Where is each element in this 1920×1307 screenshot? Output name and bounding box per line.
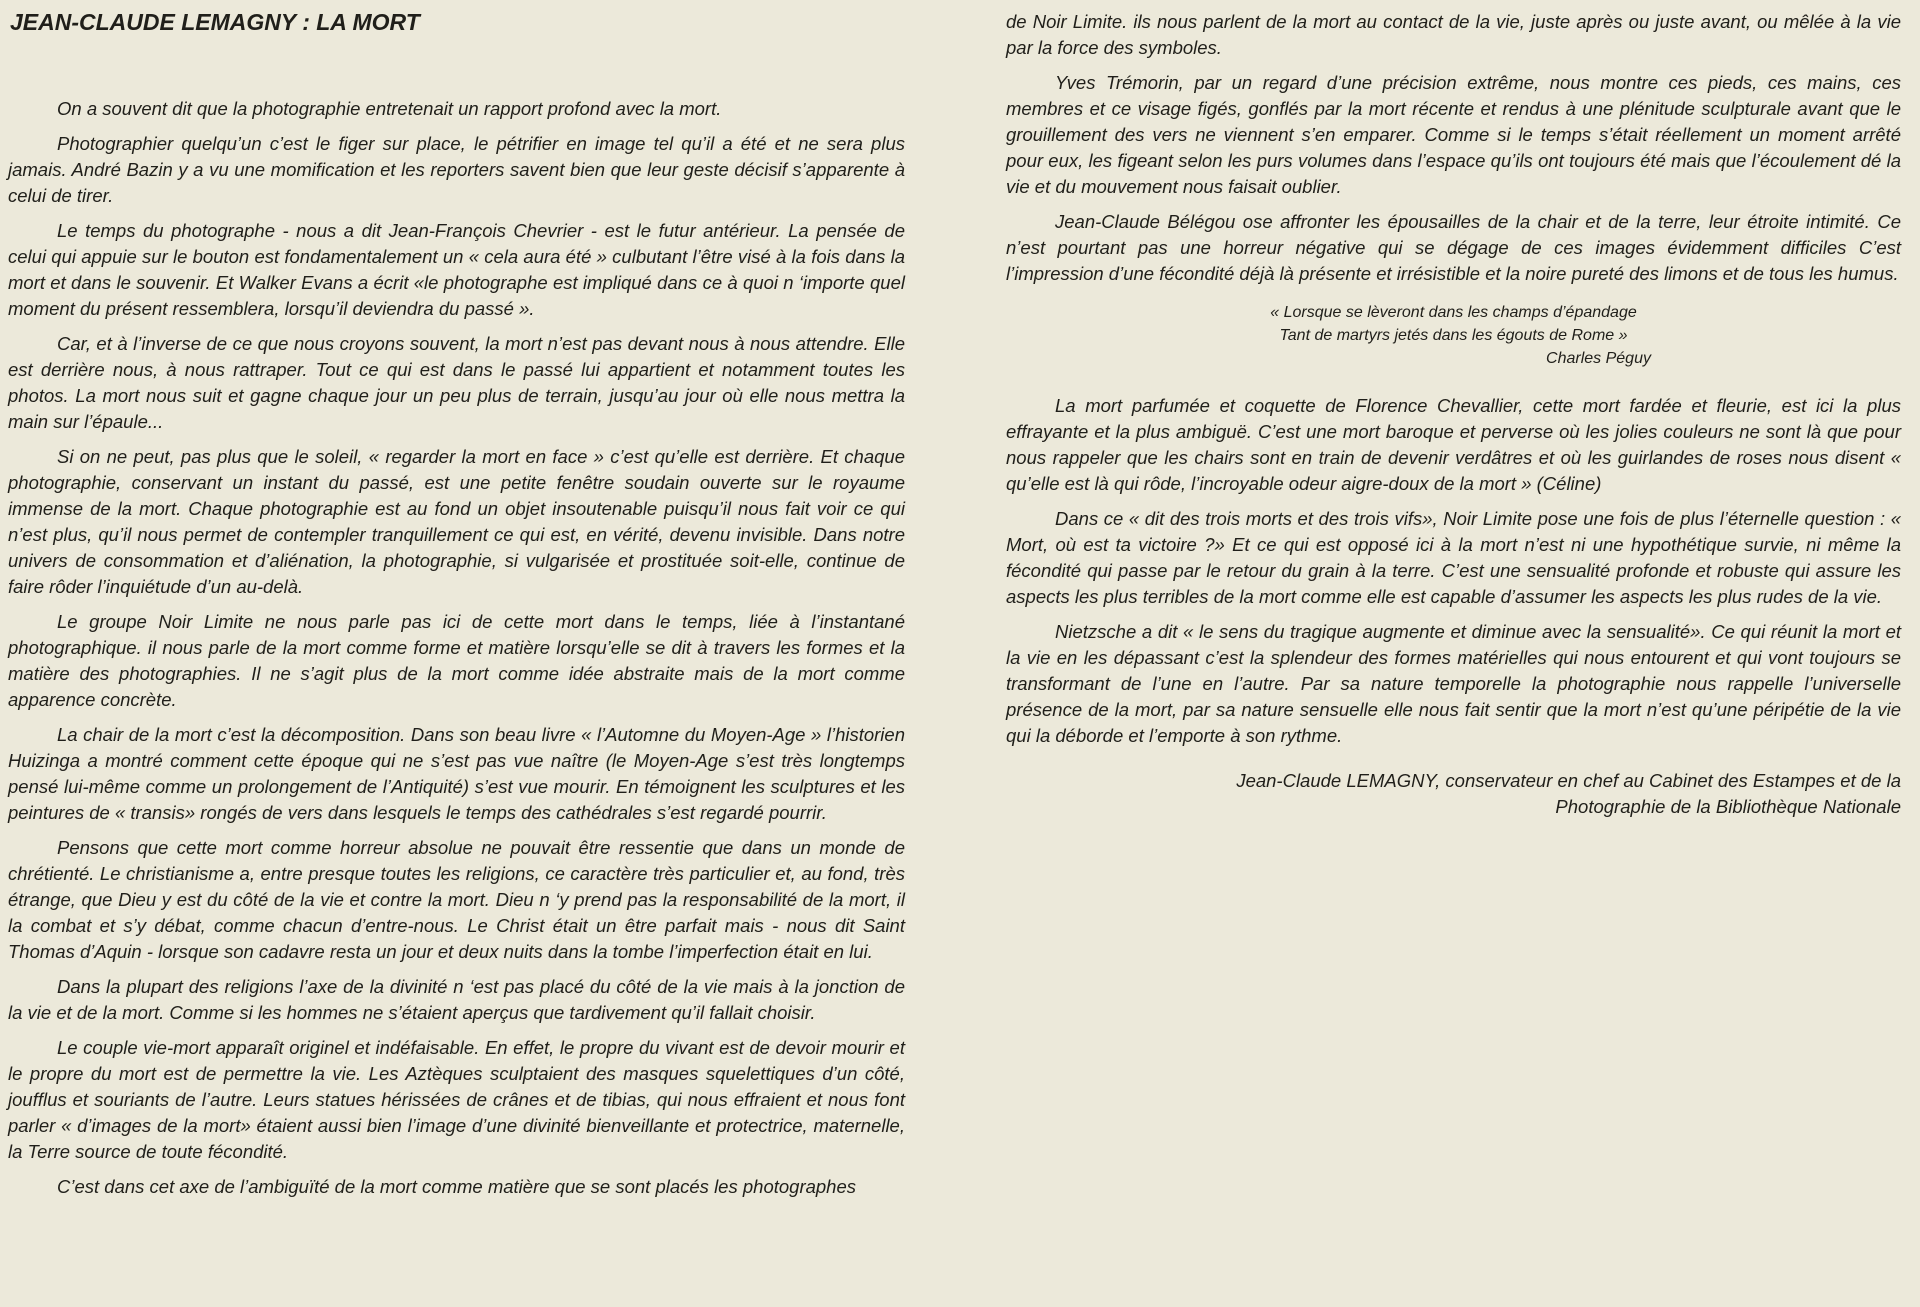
quote-line-2: Tant de martyrs jetés dans les égouts de Rome » bbox=[1279, 327, 1628, 344]
quote-line-1: « Lorsque se lèveront dans les champs d’épandage bbox=[1270, 304, 1637, 321]
paragraph-yves-tremorin: Yves Trémorin, par un regard d’une précision extrême, nous montre ces pieds, ces mains, ces membres et ce visage figés, gonflés par la mort récente et rendus à une plénitude sculpturale avant que le grouillement des vers ne viennent s’en emparer. Comme si le temps s’était réellement un moment arrêté pour eux, les figeant selon les purs volumes dans l’espace qu’ils ont toujours été mais que l’écoulement dé la vie et du mouvement nous faisait oublier. bbox=[1006, 72, 1901, 197]
paragraph-nietzsche-a-dit: Nietzsche a dit « le sens du tragique augmente et diminue avec la sensualité». Ce qui réunit la mort et la vie en les dépassant c’est la splendeur des formes matérielles qui nous entourent et qui vont toujours se transformant de l’une en l’autre. Par sa nature temporelle la photographie nous rappelle l’universelle présence de la mort, par sa nature sensuelle elle nous fait sentir que la mort n’est qu’une péripétie de la vie qui la déborde et l’emporte à son rythme. bbox=[1006, 621, 1901, 746]
paragraph-c-est-dans-cet-axe: C’est dans cet axe de l’ambiguïté de la mort comme matière que se sont placés les photographes bbox=[57, 1176, 857, 1197]
quote-attribution: Charles Péguy bbox=[1546, 350, 1651, 367]
signature bbox=[1006, 768, 1901, 820]
paragraph-le-temps-du-photographe: Le temps du photographe - nous a dit Jean-François Chevrier - est le futur antérieur. La pensée de celui qui appuie sur le bouton est fondamentalement un « cela aura été » culbutant l’être visé à la fois dans la mort et dans le souvenir. Et Walker Evans a écrit «le photographe est impliqué dans ce à quoi n ‘importe quel moment du présent ressemblera, lorsqu’il deviendra du passé ». bbox=[8, 220, 905, 319]
paragraph-de-noir-limite: de Noir Limite. ils nous parlent de la mort au contact de la vie, juste après ou juste avant, ou mêlée à la vie par la force des symboles. bbox=[1006, 11, 1901, 58]
paragraph-dans-ce-dit-des-trois-morts: Dans ce « dit des trois morts et des trois vifs», Noir Limite pose une fois de plus l’éternelle question : « Mort, où est ta victoire ?» Et ce qui est opposé ici à la mort n’est ni une hypothétique survie, ni même la fécondité qui passe par le retour du grain à la terre. C’est une sensualité profonde et robuste qui assure les aspects les plus terribles de la mort comme elle est capable d’assumer les aspects les plus rudes de la vie. bbox=[1006, 508, 1901, 607]
paragraph-jean-claude-belegou: Jean-Claude Bélégou ose affronter les épousailles de la chair et de la terre, leur étroite intimité. Ce n’est pourtant pas une horreur négative qui se dégage de ces images évidemment difficiles C’est l’impression d’une fécondité déjà là présente et irrésistible et la noire pureté des limons et de tous les humus. bbox=[1006, 211, 1901, 284]
document-title: JEAN-CLAUDE LEMAGNY : LA MORT bbox=[10, 9, 420, 35]
paragraph-la-chair-de-la-mort: La chair de la mort c’est la décomposition. Dans son beau livre « l’Automne du Moyen-Age » l’historien Huizinga a montré comment cette époque qui ne s’est pas vue naître (le Moyen-Age s’est très longtemps pensé lui-même comme un prolongement de l’Antiquité) s’est vue mourir. En témoignent les sculptures et les peintures de « transis» rongés de vers dans lesquels le temps des cathédrales s’est regardé pourrir. bbox=[8, 724, 905, 823]
paragraph-si-on-ne-peut: Si on ne peut, pas plus que le soleil, « regarder la mort en face » c’est qu’elle est derrière. Et chaque photographie, conservant un instant du passé, est une petite fenêtre soudain ouverte sur le royaume immense de la mort. Chaque photographie est au fond un objet insoutenable puisqu’il nous fait voir ce qui n’est plus, qu’il nous permet de contempler tranquillement ce qui est, en vérité, devenu invisible. Dans notre univers de consommation et d’aliénation, la photographie, si vulgarisée et prostituée soit-elle, continue de faire rôder l’inquiétude d’un au-delà. bbox=[8, 446, 905, 597]
paragraph-on-a-souvent-dit: On a souvent dit que la photographie entretenait un rapport profond avec la mort. bbox=[57, 98, 722, 119]
signature-line-2: Photographie de la Bibliothèque Nationale bbox=[1555, 796, 1901, 817]
paragraph-photographier: Photographier quelqu’un c’est le figer sur place, le pétrifier en image tel qu’il a été et ne sera plus jamais. André Bazin y a vu une momification et les reporters savent bien que leur geste décisif s’apparente à celui de tirer. bbox=[8, 133, 905, 206]
paragraph-le-groupe-noir-limite: Le groupe Noir Limite ne nous parle pas ici de cette mort dans le temps, liée à l’instantané photographique. il nous parle de la mort comme forme et matière lorsqu’elle se dit à travers les formes et la matière des photographies. Il ne s’agit plus de la mort comme idée abstraite mais de la mort comme apparence concrète. bbox=[8, 611, 905, 710]
paragraph-dans-la-plupart: Dans la plupart des religions l’axe de la divinité n ‘est pas placé du côté de la vie mais à la jonction de la vie et de la mort. Comme si les hommes ne s’étaient aperçus que tardivement qu’il fallait choisir. bbox=[8, 976, 905, 1023]
left-column bbox=[8, 9, 905, 1307]
right-column bbox=[1006, 9, 1901, 1307]
verse-quote bbox=[1006, 301, 1901, 370]
paragraph-le-couple-vie-mort: Le couple vie-mort apparaît originel et indéfaisable. En effet, le propre du vivant est de devoir mourir et le propre du mort est de permettre la vie. Les Aztèques sculptaient des masques squelettiques d’un côté, joufflus et souriants de l’autre. Leurs statues hérissées de crânes et de tibias, qui nous effraient et nous font parler « d’images de la mort» étaient aussi bien l’image d’une divinité bienveillante et protectrice, maternelle, la Terre source de toute fécondité. bbox=[8, 1037, 905, 1162]
paragraph-car-et-a-l-inverse: Car, et à l’inverse de ce que nous croyons souvent, la mort n’est pas devant nous à nous attendre. Elle est derrière nous, à nous rattraper. Tout ce qui est dans le passé lui appartient et notamment toutes les photos. La mort nous suit et gagne chaque jour un peu plus de terrain, jusqu’au jour où elle nous mettra la main sur l’épaule... bbox=[8, 333, 905, 432]
paragraph-pensons-que-cette-mort: Pensons que cette mort comme horreur absolue ne pouvait être ressentie que dans un monde de chrétienté. Le christianisme a, entre presque toutes les religions, ce caractère très particulier et, au fond, très étrange, que Dieu y est du côté de la vie et contre la mort. Dieu n ‘y prend pas la responsabilité de la mort, il la combat et s’y débat, comme chacun d’entre-nous. Le Christ était un être parfait mais - nous dit Saint Thomas d’Aquin - lorsque son cadavre resta un jour et deux nuits dans la tombe l’imperfection était en lui. bbox=[8, 837, 905, 962]
signature-line-1: Jean-Claude LEMAGNY, conservateur en chef au Cabinet des Estampes et de la bbox=[1236, 770, 1901, 791]
paragraph-la-mort-parfumee: La mort parfumée et coquette de Florence Chevallier, cette mort fardée et fleurie, est ici la plus effrayante et la plus ambiguë. C’est une mort baroque et perverse où les jolies couleurs ne sont là que pour nous rappeler que les chairs sont en train de devenir verdâtres et où les guirlandes de roses nous disent « qu’elle est là qui rôde, l’incroyable odeur aigre-doux de la mort » (Céline) bbox=[1006, 395, 1901, 494]
